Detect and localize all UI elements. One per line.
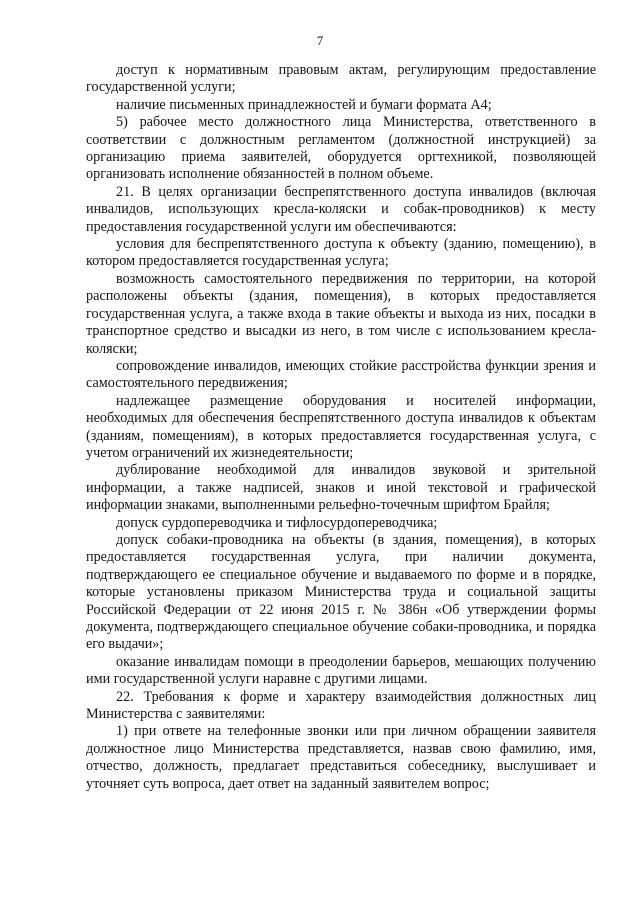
paragraph: условия для беспрепятственного доступа к объекту (зданию, помещению), в котором предоставляется государственная услуга;: [86, 236, 596, 270]
paragraph: 22. Требования к форме и характеру взаимодействия должностных лиц Министерства с заявителями:: [86, 688, 596, 723]
paragraph: надлежащее размещение оборудования и носителей информации, необходимых для обеспечения беспрепятственного доступа инвалидов к объектам (зданиям, помещениям), в которых предоставляется государственная услуга, с учетом ограничений их жизнедеятельности;: [86, 392, 596, 461]
page-number: 7: [316, 33, 324, 48]
paragraph: наличие письменных принадлежностей и бумаги формата А4;: [116, 96, 492, 113]
paragraph: сопровождение инвалидов, имеющих стойкие расстройства функции зрения и самостоятельного передвижения;: [86, 357, 596, 392]
paragraph: возможность самостоятельного передвижения по территории, на которой расположены объекты (здания, помещения), в которых предоставляется государственная услуга, а также входа в такие объекты и выхода из них, посадки в транспортное средство и высадки из него, в том числе с использованием кресла-коляски;: [86, 270, 596, 357]
paragraph: 1) при ответе на телефонные звонки или при личном обращении заявителя должностное лицо Министерства представляется, назвав свою фамилию, имя, отчество, должность, предлагает представиться собеседнику, выслушивает и уточняет суть вопроса, дает ответ на заданный заявителем вопрос;: [86, 723, 596, 792]
paragraph: доступ к нормативным правовым актам, регулирующим предоставление государственной услуги;: [86, 62, 596, 96]
paragraph: допуск сурдопереводчика и тифлосурдопереводчика;: [116, 514, 438, 531]
paragraph: 5) рабочее место должностного лица Министерства, ответственного в соответствии с должностным регламентом (должностной инструкцией) за организацию приема заявителей, оборудуется оргтехникой, позволяющей организовать исполнение обязанностей в полном объеме.: [86, 114, 596, 183]
document-body: [86, 62, 596, 793]
paragraph: оказание инвалидам помощи в преодолении барьеров, мешающих получению ими государственной услуги наравне с другими лицами.: [86, 653, 596, 688]
paragraph: допуск собаки-проводника на объекты (в здания, помещения), в которых предоставляется государственная услуга, при наличии документа, подтверждающего ее специальное обучение и выдаваемого по форме и в порядке, которые установлены приказом Министерства труда и социальной защиты Российской Федерации от 22 июня 2015 г. № 386н «Об утверждении формы документа, подтверждающего специальное обучение собаки-проводника, и порядка его выдачи»;: [86, 531, 596, 653]
paragraph: 21. В целях организации беспрепятственного доступа инвалидов (включая инвалидов, использующих кресла-коляски и собак-проводников) к месту предоставления государственной услуги им обеспечиваются:: [86, 183, 596, 235]
paragraph: дублирование необходимой для инвалидов звуковой и зрительной информации, а также надписей, знаков и иной текстовой и графической информации знаками, выполненными рельефно-точечным шрифтом Брайля;: [86, 462, 596, 514]
